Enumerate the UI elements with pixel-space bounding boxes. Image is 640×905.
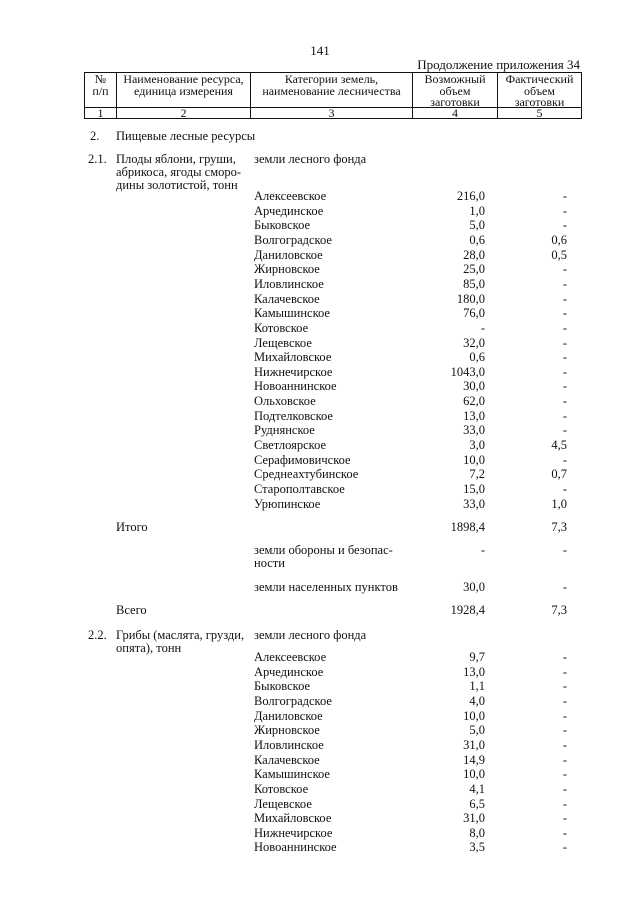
- itogo-label: Итого: [116, 520, 148, 534]
- possible-volume: 76,0: [463, 306, 485, 321]
- section-number: 2.: [90, 129, 100, 143]
- forestry-name: Урюпинское: [254, 496, 321, 511]
- col-number-2: 2: [116, 107, 251, 119]
- table-row: [0, 812, 640, 827]
- actual-volume: -: [562, 276, 567, 291]
- actual-volume: -: [562, 796, 567, 811]
- actual-volume: -: [562, 189, 567, 203]
- forestry-name: Жирновское: [254, 723, 320, 738]
- forestry-name: Волгоградское: [254, 693, 332, 708]
- forestry-name: Алексеевское: [254, 650, 327, 664]
- possible-volume: 180,0: [456, 291, 485, 306]
- actual-volume: 0,5: [551, 247, 567, 262]
- continuation-note: Продолжение приложения 34: [417, 57, 580, 72]
- col-number-1: 1: [84, 107, 117, 119]
- table-row: [0, 293, 640, 308]
- possible-volume: 15,0: [463, 482, 485, 496]
- actual-volume: -: [562, 482, 567, 496]
- forestry-name: Иловлинское: [254, 737, 324, 752]
- possible-volume: 30,0: [463, 379, 485, 394]
- table-row: [0, 205, 640, 220]
- vsego-label: Всего: [116, 603, 147, 617]
- actual-volume: -: [562, 708, 567, 723]
- possible-volume: 9,7: [469, 650, 485, 664]
- forestry-name: Быковское: [254, 679, 311, 694]
- forestry-name: Среднеахтубинское: [254, 467, 359, 482]
- actual-volume: -: [562, 452, 567, 467]
- forestry-name: Котовское: [254, 781, 309, 796]
- header-col-number: № п/п: [84, 72, 117, 108]
- actual-volume: -: [562, 291, 567, 306]
- actual-volume: -: [562, 306, 567, 321]
- item-number: 2.2.: [88, 628, 107, 642]
- table-row: [0, 439, 640, 454]
- possible-volume: -: [480, 320, 485, 335]
- forestry-name: Лещевское: [254, 796, 312, 811]
- header-col-category: Категории земель, наименование лесничества: [250, 72, 413, 108]
- actual-volume: -: [562, 693, 567, 708]
- forestry-name: Камышинское: [254, 767, 330, 782]
- actual-volume: -: [562, 752, 567, 767]
- actual-volume: -: [562, 679, 567, 694]
- forestry-name: Лещевское: [254, 335, 312, 350]
- forestry-name: Светлоярское: [254, 438, 327, 453]
- actual-volume: -: [562, 840, 567, 855]
- forestry-name: Арчединское: [254, 203, 324, 218]
- table-row: [0, 468, 640, 483]
- actual-volume: -: [562, 408, 567, 423]
- table-row: [0, 234, 640, 249]
- table-row: [0, 768, 640, 783]
- possible-volume: 4,0: [469, 693, 485, 708]
- vsego-possible: 1928,4: [450, 603, 485, 617]
- page-number: 141: [310, 43, 330, 58]
- settlements-label: земли населенных пунктов: [254, 580, 398, 594]
- resource-name-line: дины золотистой, тонн: [116, 178, 238, 192]
- possible-volume: 62,0: [463, 394, 485, 409]
- forestry-name: Калачевское: [254, 752, 320, 767]
- col-number-3: 3: [250, 107, 413, 119]
- forestry-name: Михайловское: [254, 811, 332, 826]
- forestry-name: Жирновское: [254, 262, 320, 277]
- table-row: [0, 190, 640, 205]
- itogo-possible: 1898,4: [450, 520, 485, 534]
- table-row: [0, 263, 640, 278]
- possible-volume: 25,0: [463, 262, 485, 277]
- table-row: [0, 307, 640, 322]
- possible-volume: 85,0: [463, 276, 485, 291]
- col-number-5: 5: [497, 107, 582, 119]
- defense-possible: -: [480, 543, 485, 557]
- col-number-4: 4: [412, 107, 498, 119]
- table-row: [0, 454, 640, 469]
- actual-volume: -: [562, 781, 567, 796]
- table-row: [0, 724, 640, 739]
- possible-volume: 8,0: [469, 825, 485, 840]
- table-row: [0, 754, 640, 769]
- forestry-name: Новоаннинское: [254, 840, 337, 855]
- table-row: [0, 366, 640, 381]
- table-row: [0, 680, 640, 695]
- possible-volume: 1,1: [469, 679, 485, 694]
- table-row: [0, 710, 640, 725]
- actual-volume: -: [562, 262, 567, 277]
- actual-volume: -: [562, 811, 567, 826]
- defense-land-label: ности: [254, 556, 285, 570]
- possible-volume: 6,5: [469, 796, 485, 811]
- actual-volume: -: [562, 650, 567, 664]
- header-col-possible: Возможный объем заготовки: [412, 72, 498, 108]
- section-title: Пищевые лесные ресурсы: [116, 129, 256, 143]
- forestry-name: Михайловское: [254, 350, 332, 365]
- possible-volume: 32,0: [463, 335, 485, 350]
- table-row: [0, 380, 640, 395]
- defense-land-label: земли обороны и безопас-: [254, 543, 393, 557]
- table-row: [0, 351, 640, 366]
- table-row: [0, 337, 640, 352]
- possible-volume: 33,0: [463, 423, 485, 438]
- table-row: [0, 798, 640, 813]
- item-number: 2.1.: [88, 152, 107, 166]
- table-row: [0, 395, 640, 410]
- actual-volume: -: [562, 320, 567, 335]
- possible-volume: 33,0: [463, 496, 485, 511]
- possible-volume: 3,0: [469, 438, 485, 453]
- possible-volume: 10,0: [463, 452, 485, 467]
- defense-actual: -: [562, 543, 567, 557]
- forestry-name: Котовское: [254, 320, 309, 335]
- actual-volume: -: [562, 379, 567, 394]
- forestry-name: Даниловское: [254, 708, 323, 723]
- possible-volume: 10,0: [463, 708, 485, 723]
- possible-volume: 7,2: [469, 467, 485, 482]
- table-row: [0, 666, 640, 681]
- table-row: [0, 739, 640, 754]
- possible-volume: 0,6: [469, 232, 485, 247]
- possible-volume: 4,1: [469, 781, 485, 796]
- possible-volume: 13,0: [463, 408, 485, 423]
- resource-name-line: Грибы (маслята, грузди,: [116, 628, 245, 642]
- land-category: земли лесного фонда: [254, 152, 367, 166]
- table-row: [0, 498, 640, 513]
- resource-name-line: Плоды яблони, груши,: [116, 152, 236, 166]
- actual-volume: -: [562, 335, 567, 350]
- table-row: [0, 827, 640, 842]
- forestry-name: Новоаннинское: [254, 379, 337, 394]
- forestry-name: Старополтавское: [254, 482, 345, 496]
- actual-volume: -: [562, 723, 567, 738]
- vsego-actual: 7,3: [551, 603, 567, 617]
- possible-volume: 5,0: [469, 218, 485, 233]
- possible-volume: 31,0: [463, 811, 485, 826]
- possible-volume: 13,0: [463, 664, 485, 679]
- possible-volume: 3,5: [469, 840, 485, 855]
- table-row: [0, 651, 640, 666]
- actual-volume: -: [562, 394, 567, 409]
- land-category: земли лесного фонда: [254, 628, 367, 642]
- actual-volume: -: [562, 350, 567, 365]
- actual-volume: -: [562, 737, 567, 752]
- forestry-name: Подтелковское: [254, 408, 333, 423]
- possible-volume: 28,0: [463, 247, 485, 262]
- resource-name-line: абрикоса, ягоды сморо-: [116, 165, 242, 179]
- table-row: [0, 483, 640, 498]
- forestry-name: Камышинское: [254, 306, 330, 321]
- settlements-actual: -: [562, 580, 567, 594]
- forestry-name: Арчединское: [254, 664, 324, 679]
- itogo-actual: 7,3: [551, 520, 567, 534]
- forestry-name: Волгоградское: [254, 232, 332, 247]
- possible-volume: 5,0: [469, 723, 485, 738]
- table-row: [0, 322, 640, 337]
- table-row: [0, 695, 640, 710]
- possible-volume: 31,0: [463, 737, 485, 752]
- actual-volume: -: [562, 218, 567, 233]
- table-row: [0, 410, 640, 425]
- actual-volume: -: [562, 825, 567, 840]
- forestry-name: Серафимовичское: [254, 452, 351, 467]
- forestry-name: Калачевское: [254, 291, 320, 306]
- forestry-name: Руднянское: [254, 423, 315, 438]
- actual-volume: -: [562, 203, 567, 218]
- forestry-name: Даниловское: [254, 247, 323, 262]
- settlements-possible: 30,0: [463, 580, 485, 594]
- actual-volume: -: [562, 423, 567, 438]
- header-col-actual: Фактический объем заготовки: [497, 72, 582, 108]
- forestry-name: Нижнечирское: [254, 364, 333, 379]
- table-row: [0, 249, 640, 264]
- possible-volume: 1,0: [469, 203, 485, 218]
- actual-volume: -: [562, 767, 567, 782]
- table-row: [0, 219, 640, 234]
- forestry-name: Иловлинское: [254, 276, 324, 291]
- actual-volume: -: [562, 664, 567, 679]
- possible-volume: 10,0: [463, 767, 485, 782]
- actual-volume: 4,5: [551, 438, 567, 453]
- possible-volume: 216,0: [456, 189, 485, 203]
- possible-volume: 0,6: [469, 350, 485, 365]
- forestry-name: Ольховское: [254, 394, 316, 409]
- actual-volume: -: [562, 364, 567, 379]
- possible-volume: 1043,0: [450, 364, 485, 379]
- table-row: [0, 783, 640, 798]
- forestry-name: Алексеевское: [254, 189, 327, 203]
- table-row: [0, 424, 640, 439]
- resource-name-line: опята), тонн: [116, 641, 182, 655]
- header-col-resource: Наименование ресурса, единица измерения: [116, 72, 251, 108]
- actual-volume: 0,7: [551, 467, 567, 482]
- table-row: [0, 841, 640, 856]
- actual-volume: 1,0: [551, 496, 567, 511]
- actual-volume: 0,6: [551, 232, 567, 247]
- forestry-name: Нижнечирское: [254, 825, 333, 840]
- possible-volume: 14,9: [463, 752, 485, 767]
- forestry-name: Быковское: [254, 218, 311, 233]
- table-row: [0, 278, 640, 293]
